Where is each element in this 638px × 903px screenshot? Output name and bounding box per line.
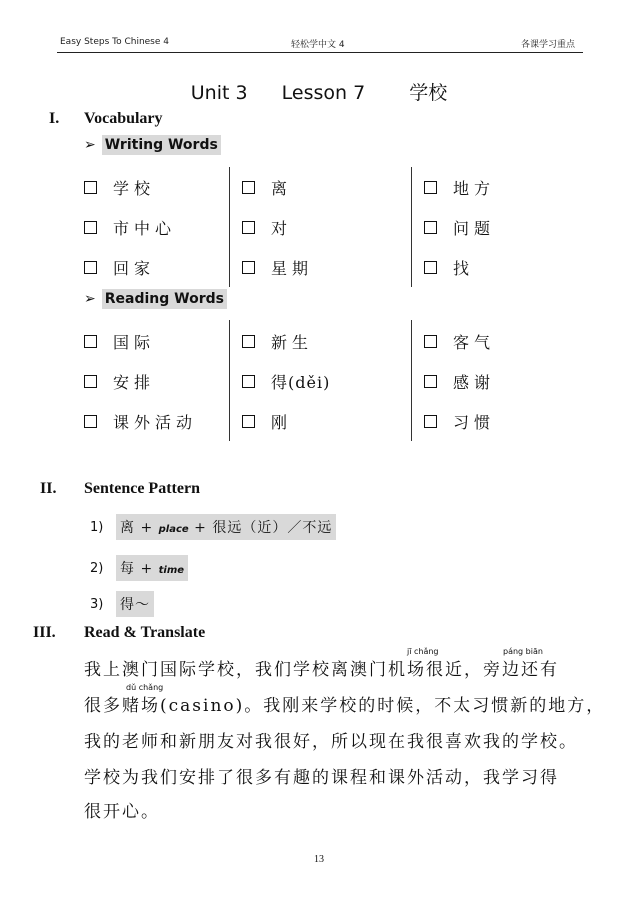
word-label: 对 — [271, 219, 293, 238]
word-label: 感谢 — [453, 373, 496, 392]
checkbox[interactable] — [242, 415, 255, 428]
writing-words-heading — [84, 137, 221, 153]
word-label: 离 — [271, 179, 293, 198]
checklist-item — [242, 256, 313, 279]
checklist-item — [424, 370, 495, 393]
pattern-number: 2) — [90, 560, 104, 576]
pattern-text — [116, 514, 336, 540]
section-vocab-num: I. — [49, 110, 60, 127]
checkbox[interactable] — [84, 415, 97, 428]
checklist-item — [84, 256, 155, 279]
pattern-placeholder: time — [158, 565, 185, 576]
checklist-item — [84, 330, 155, 353]
word-label: 星期 — [271, 259, 314, 278]
word-label: 安排 — [113, 373, 156, 392]
pattern-number: 3) — [90, 596, 104, 612]
checklist-item — [242, 370, 330, 393]
arrow-bullet-icon: ➢ — [84, 291, 96, 307]
word-label: 新生 — [271, 333, 314, 352]
checkbox[interactable] — [242, 181, 255, 194]
word-label: 地方 — [453, 179, 496, 198]
checklist-item — [84, 176, 155, 199]
checklist-item — [424, 410, 495, 433]
section-vocab-label: Vocabulary — [84, 110, 163, 127]
checkbox[interactable] — [84, 261, 97, 274]
word-label: 习惯 — [453, 413, 496, 432]
checkbox[interactable] — [84, 221, 97, 234]
checklist-item — [424, 330, 495, 353]
reading-line: 我上澳门国际学校，我们学校离澳门机场很近，旁边还有 — [84, 660, 559, 680]
pattern-part: + 很远（近）／不远 — [188, 520, 333, 536]
word-label: 找 — [453, 259, 475, 278]
arrow-bullet-icon: ➢ — [84, 137, 96, 153]
checkbox[interactable] — [424, 375, 437, 388]
checkbox[interactable] — [242, 261, 255, 274]
topic-label: 学校 — [409, 82, 448, 104]
lesson-label: Lesson 7 — [281, 82, 366, 104]
checkbox[interactable] — [242, 221, 255, 234]
reading-words-label: Reading Words — [102, 289, 227, 309]
checklist-item — [242, 176, 292, 199]
pattern-row — [90, 514, 336, 540]
word-label: 得(děi) — [271, 373, 331, 392]
checklist-item — [242, 216, 292, 239]
checkbox[interactable] — [424, 335, 437, 348]
column-divider — [229, 320, 230, 441]
page-title — [0, 78, 638, 105]
section-read-label: Read & Translate — [84, 624, 206, 641]
header-rule — [57, 52, 583, 53]
checkbox[interactable] — [84, 181, 97, 194]
unit-label: Unit 3 — [190, 82, 248, 104]
checkbox[interactable] — [242, 335, 255, 348]
word-label: 刚 — [271, 413, 293, 432]
pinyin-annotation: páng biān — [503, 647, 543, 656]
pattern-text — [116, 555, 188, 581]
section-pattern-num: II. — [40, 480, 57, 497]
reading-line: 很多赌场(casino)。我刚来学校的时候，不太习惯新的地方， — [84, 696, 606, 716]
pattern-row — [90, 555, 188, 581]
header-left: Easy Steps To Chinese 4 — [60, 37, 169, 47]
checkbox[interactable] — [424, 415, 437, 428]
checkbox[interactable] — [84, 335, 97, 348]
pattern-part: 得～ — [120, 597, 150, 613]
checklist-item — [84, 410, 197, 433]
page-number: 13 — [314, 854, 324, 865]
section-read-num: III. — [33, 624, 56, 641]
reading-words-heading — [84, 291, 227, 307]
pattern-part: 每 + — [120, 561, 159, 577]
checklist-item — [84, 370, 155, 393]
word-label: 回家 — [113, 259, 156, 278]
word-label: 国际 — [113, 333, 156, 352]
writing-words-label: Writing Words — [102, 135, 221, 155]
word-label: 市中心 — [113, 219, 177, 238]
pinyin-annotation: dǔ chǎng — [126, 683, 164, 692]
column-divider — [411, 320, 412, 441]
checklist-item — [84, 216, 176, 239]
word-label: 学校 — [113, 179, 156, 198]
pattern-row — [90, 591, 154, 617]
header-right: 各课学习重点 — [521, 40, 576, 50]
column-divider — [411, 167, 412, 287]
checkbox[interactable] — [84, 375, 97, 388]
word-label: 课外活动 — [113, 413, 198, 432]
checkbox[interactable] — [424, 221, 437, 234]
word-label: 客气 — [453, 333, 496, 352]
reading-line: 很开心。 — [84, 802, 160, 822]
word-label: 问题 — [453, 219, 496, 238]
checkbox[interactable] — [424, 181, 437, 194]
checkbox[interactable] — [242, 375, 255, 388]
section-pattern-label: Sentence Pattern — [84, 480, 200, 497]
pinyin-annotation: jī chǎng — [407, 647, 439, 656]
checklist-item — [242, 330, 313, 353]
checklist-item — [424, 176, 495, 199]
pattern-placeholder: place — [158, 524, 189, 535]
checklist-item — [242, 410, 292, 433]
reading-line: 我的老师和新朋友对我很好，所以现在我很喜欢我的学校。 — [84, 732, 578, 752]
checklist-item — [424, 256, 474, 279]
checkbox[interactable] — [424, 261, 437, 274]
header-center: 轻松学中文 4 — [291, 40, 345, 50]
checklist-item — [424, 216, 495, 239]
column-divider — [229, 167, 230, 287]
pattern-number: 1) — [90, 519, 104, 535]
reading-line: 学校为我们安排了很多有趣的课程和课外活动，我学习得 — [84, 768, 559, 788]
pattern-part: 离 + — [120, 520, 159, 536]
pattern-text — [116, 591, 154, 617]
